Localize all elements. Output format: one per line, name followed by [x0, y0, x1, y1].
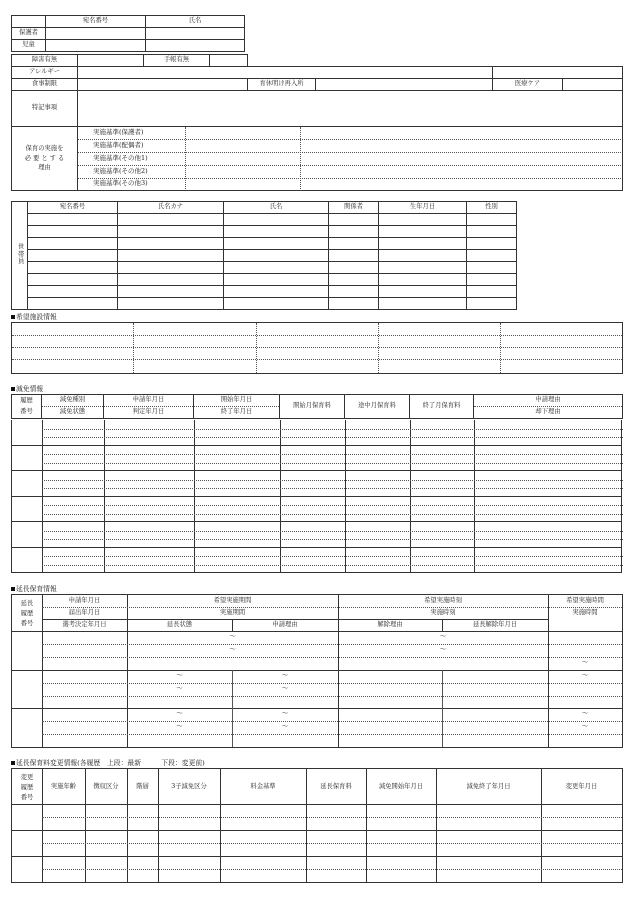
ext-col-exec-hours: 実施時間 [572, 609, 598, 616]
child-address-no[interactable] [46, 40, 146, 52]
reduction-table [11, 394, 623, 419]
special-notes-label: 特記事項 [12, 91, 78, 127]
square-bullet-icon [11, 587, 15, 591]
table-row[interactable] [11, 446, 622, 472]
tilde-mark: ～ [229, 646, 236, 653]
guardian-name[interactable] [146, 28, 245, 40]
allergy-extra[interactable] [493, 67, 623, 79]
ext-col-exec-period: 実施期間 [219, 609, 246, 616]
red-col-end-fee: 終了月保育料 [410, 395, 474, 419]
hh-col-address-no: 宛名番号 [28, 202, 118, 214]
tilde-mark: ～ [439, 633, 447, 640]
tilde-mark: ～ [281, 723, 289, 730]
table-row[interactable] [11, 522, 622, 548]
reason-area [78, 127, 623, 191]
hh-col-birthdate: 生年月日 [379, 202, 467, 214]
ext-col-ext-status: 延長状態 [166, 621, 193, 628]
fc-col-red-start: 減免開始年月日 [378, 783, 424, 790]
disability-value[interactable] [78, 55, 144, 67]
fc-col-change-history: 変更 履歴 番号 [20, 774, 34, 801]
ext-col-cancel-reason: 解除理由 [377, 621, 403, 628]
tilde-mark: ～ [581, 672, 589, 679]
square-bullet-icon [11, 315, 15, 319]
reason-spouse: 実施基準(配偶者) [93, 141, 144, 149]
fee-change-title: 延長保育料変更情報(各履歴 上段：最新 下段：変更前) [11, 757, 205, 767]
red-col-end-date: 終了年月日 [194, 407, 280, 419]
ext-col-apply-date: 申請年月日 [68, 597, 101, 604]
reason-other-2: 実施基準(その他2) [93, 167, 148, 175]
table-row[interactable] [11, 471, 622, 497]
child-name[interactable] [146, 40, 245, 52]
tilde-mark: ～ [229, 633, 236, 640]
fc-col-fee-basis: 料金基準 [250, 783, 276, 790]
red-col-apply-date: 申請年月日 [104, 395, 194, 407]
red-col-start-date: 開始年月日 [194, 395, 280, 407]
fc-col-tier: 階層 [136, 783, 149, 790]
reason-other-1: 実施基準(その他1) [93, 154, 148, 162]
reason-label: 保育の実施を 必 要 と す る 理由 [12, 127, 78, 191]
fc-col-ext-fee: 延長保育料 [320, 783, 352, 790]
household-side-label: 世帯員 [12, 202, 28, 310]
square-bullet-icon [11, 761, 15, 765]
table-row[interactable] [11, 420, 622, 446]
red-col-status: 減免状態 [42, 407, 104, 419]
tilde-mark: ～ [439, 646, 447, 653]
tilde-mark: ～ [176, 723, 183, 730]
table-row[interactable] [12, 238, 517, 250]
table-row[interactable] [12, 298, 517, 310]
red-col-reject-reason: 却下理由 [474, 407, 623, 419]
disability-label: 障害有無 [12, 55, 78, 67]
tilde-mark: ～ [176, 672, 183, 679]
red-col-mid-fee: 途中月保育料 [345, 395, 410, 419]
ext-col-history: 延長 履歴 番号 [20, 600, 34, 627]
table-row[interactable] [12, 250, 517, 262]
square-bullet-icon [11, 387, 15, 391]
medical-care-value[interactable] [563, 79, 623, 91]
hh-col-gender: 性別 [467, 202, 517, 214]
fc-col-age: 実施年齢 [50, 783, 77, 790]
medical-care-label: 医療ケア [493, 79, 563, 91]
ext-col-apply-reason: 申請理由 [272, 621, 298, 628]
ext-col-decision-date: 選考決定年月日 [62, 621, 107, 628]
col-name: 氏名 [146, 16, 245, 28]
tilde-mark: ～ [581, 710, 589, 717]
table-row[interactable] [12, 286, 517, 298]
ext-col-wish-time: 希望実施時刻 [424, 597, 462, 604]
tilde-mark: ～ [176, 710, 183, 717]
special-notes-value[interactable] [78, 91, 623, 127]
red-col-history: 履歴 番号 [12, 395, 42, 419]
reduction-title: 減免情報 [11, 383, 43, 393]
reason-guardian: 実施基準(保護者) [93, 128, 144, 136]
ext-col-wish-period: 希望実施期間 [213, 597, 252, 604]
tilde-mark: ～ [581, 659, 589, 666]
ext-col-ext-cancel-date: 延長解除年月日 [472, 621, 518, 628]
reason-other-3: 実施基準(その他3) [93, 179, 148, 187]
allergy-value[interactable] [78, 67, 493, 79]
childcare-leave-value[interactable] [316, 79, 493, 91]
row-child: 児童 [12, 40, 46, 52]
red-col-start-fee: 開始月保育料 [280, 395, 345, 419]
table-row[interactable] [12, 226, 517, 238]
hh-col-kana: 氏名カナ [118, 202, 224, 214]
meal-restriction-value[interactable] [78, 79, 248, 91]
red-col-type: 減免種別 [42, 395, 104, 407]
fc-col-red-end: 減免終了年月日 [466, 783, 511, 790]
handbook-label: 手帳有無 [144, 55, 210, 67]
tilde-mark: ～ [281, 672, 289, 679]
table-row[interactable] [12, 262, 517, 274]
household-table [11, 201, 517, 310]
guardian-child-table [11, 15, 245, 52]
hh-col-relation: 関係者 [329, 202, 379, 214]
table-row[interactable] [12, 214, 517, 226]
fc-col-third-child: 3子減免区分 [171, 783, 207, 790]
table-row[interactable] [12, 274, 517, 286]
tilde-mark: ～ [176, 685, 183, 692]
allergy-label: アレルギー [12, 67, 78, 79]
table-row[interactable] [11, 497, 622, 523]
fc-col-change-date: 変更年月日 [565, 783, 598, 790]
extended-title: 延長保育情報 [11, 583, 57, 593]
table-row[interactable] [11, 548, 622, 574]
extended-table [11, 594, 623, 748]
guardian-address-no[interactable] [46, 28, 146, 40]
red-col-judge-date: 判定年月日 [104, 407, 194, 419]
tilde-mark: ～ [281, 685, 289, 692]
handbook-value[interactable] [210, 55, 248, 67]
basic-attributes-table [11, 54, 623, 191]
row-guardian: 保護者 [12, 28, 46, 40]
ext-col-exec-time: 実施時刻 [430, 609, 456, 616]
red-col-apply-reason: 申請理由 [474, 395, 623, 407]
ext-col-wish-hours: 希望実施時間 [566, 597, 604, 604]
facility-title: 希望施設情報 [11, 311, 57, 321]
fee-change-table [11, 768, 623, 883]
meal-restriction-label: 食事制限 [12, 79, 78, 91]
col-address-no: 宛名番号 [46, 16, 146, 28]
ext-col-notify-date: 届出年月日 [68, 609, 101, 616]
tilde-mark: ～ [281, 710, 289, 717]
facility-box[interactable] [11, 322, 623, 374]
tilde-mark: ～ [581, 723, 589, 730]
hh-col-name: 氏名 [224, 202, 329, 214]
childcare-leave-label: 育休明け再入所 [248, 79, 316, 91]
fc-col-collection: 徴収区分 [93, 783, 119, 790]
